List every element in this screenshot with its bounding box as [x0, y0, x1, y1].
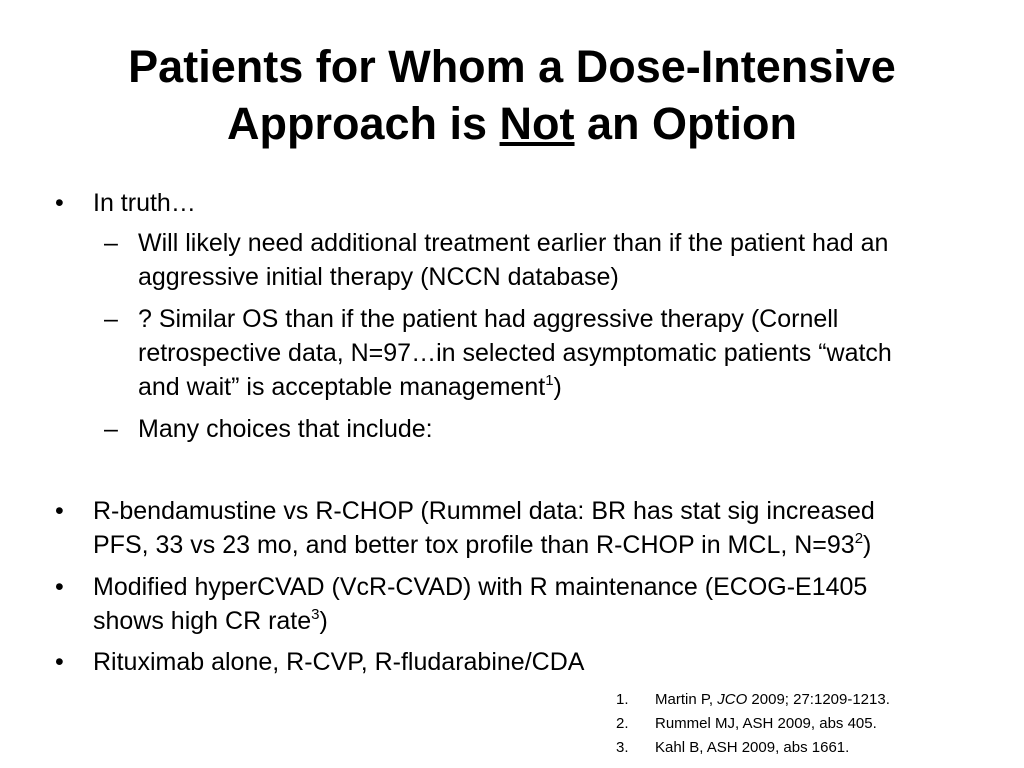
- dash-marker: –: [104, 305, 118, 333]
- sub-bullet-2-line-3-end: ): [553, 373, 562, 401]
- citation-superscript: 3: [311, 606, 320, 623]
- sub-bullet-2-line-3-text: and wait” is acceptable management: [138, 373, 546, 401]
- bullet-marker: •: [55, 189, 64, 217]
- bullet-in-truth: In truth…: [93, 189, 196, 217]
- reference-number: 3.: [616, 739, 629, 756]
- reference-number: 2.: [616, 715, 629, 732]
- reference-text: Kahl B, ASH 2009, abs 1661.: [655, 739, 850, 756]
- bullet-r-bendamustine-line-2: [93, 528, 871, 562]
- title-line-2: [40, 95, 984, 152]
- bullet-r-bendamustine-line-2-end: ): [863, 531, 872, 559]
- title-line-2-end: an Option: [574, 98, 798, 149]
- title-line-2-start: Approach is: [226, 98, 500, 149]
- dash-marker: –: [104, 229, 118, 257]
- bullet-hypercvad-line-2: [93, 604, 328, 638]
- reference-journal: JCO: [717, 691, 748, 708]
- bullet-marker: •: [55, 573, 64, 601]
- citation-superscript: 1: [545, 372, 554, 389]
- bullet-rituximab: Rituximab alone, R-CVP, R-fludarabine/CDA: [93, 648, 585, 676]
- bullet-r-bendamustine-line-2-text: PFS, 33 vs 23 mo, and better tox profile than R-CHOP in MCL, N=93: [93, 531, 855, 559]
- reference-citation: 2009; 27:1209-1213.: [747, 691, 890, 708]
- bullet-hypercvad-line-2-text: shows high CR rate: [93, 607, 312, 635]
- dash-marker: –: [104, 415, 118, 443]
- citation-superscript: 2: [854, 530, 864, 547]
- sub-bullet-1-line-2: aggressive initial therapy (NCCN database): [138, 263, 619, 291]
- reference-text: [655, 688, 890, 712]
- title-underlined-word: Not: [499, 98, 575, 149]
- sub-bullet-1-line-1: Will likely need additional treatment earlier than if the patient had an: [138, 229, 889, 257]
- bullet-r-bendamustine-line-1: R-bendamustine vs R-CHOP (Rummel data: BR has stat sig increased: [93, 497, 875, 525]
- sub-bullet-2-line-3: [138, 370, 562, 404]
- bullet-marker: •: [55, 648, 64, 676]
- sub-bullet-2-line-2: retrospective data, N=97…in selected asymptomatic patients “watch: [138, 339, 892, 367]
- sub-bullet-2-line-1: ? Similar OS than if the patient had aggressive therapy (Cornell: [138, 305, 839, 333]
- bullet-hypercvad-line-1: Modified hyperCVAD (VcR-CVAD) with R maintenance (ECOG-E1405: [93, 573, 868, 601]
- reference-author: Martin P,: [655, 691, 718, 708]
- sub-bullet-3: Many choices that include:: [138, 415, 433, 443]
- bullet-hypercvad-line-2-end: ): [319, 607, 328, 635]
- title-line-1: Patients for Whom a Dose-Intensive: [128, 41, 896, 92]
- reference-text: Rummel MJ, ASH 2009, abs 405.: [655, 715, 877, 732]
- reference-number: 1.: [616, 691, 629, 708]
- slide-title: [40, 38, 984, 152]
- bullet-marker: •: [55, 497, 64, 525]
